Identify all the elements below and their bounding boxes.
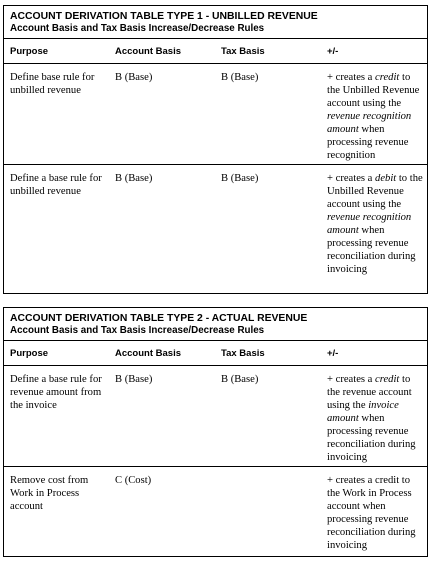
account-derivation-table-type-1 [3,5,428,294]
sign-text: to the Unbilled Revenue account using the [327,72,420,109]
sign-text: to the revenue account using the [327,374,412,411]
cell-sign-description [327,373,425,464]
header-purpose: Purpose [10,46,49,57]
cell-tax-basis: B (Base) [221,173,259,184]
sign-emphasis: credit [375,72,400,83]
table-title: ACCOUNT DERIVATION TABLE TYPE 2 - ACTUAL REVENUE [10,313,308,324]
cell-account-basis: C (Cost) [115,475,152,486]
table-subtitle: Account Basis and Tax Basis Increase/Decrease Rules [10,325,265,336]
sign-emphasis: debit [375,173,397,184]
header-sign: +/- [327,348,339,359]
sign-emphasis: invoice amount [327,400,399,424]
cell-purpose: Remove cost from Work in Process account [10,475,89,512]
cell-tax-basis: B (Base) [221,72,259,83]
cell-tax-basis: B (Base) [221,374,259,385]
header-account-basis: Account Basis [115,46,181,57]
cell-purpose: Define base rule for unbilled revenue [10,72,95,96]
sign-text: to the Unbilled Revenue account using the [327,173,423,210]
cell-sign-description [327,474,425,552]
table-subtitle: Account Basis and Tax Basis Increase/Decrease Rules [10,23,265,34]
table-heading [4,6,427,39]
header-sign: +/- [327,46,339,57]
table-row [4,366,427,467]
sign-text: when processing revenue reconciliation during invoicing [327,413,416,463]
cell-account-basis: B (Base) [115,374,153,385]
header-tax-basis: Tax Basis [221,348,265,359]
cell-account-basis: B (Base) [115,173,153,184]
header-account-basis: Account Basis [115,348,181,359]
sign-text: + creates a [327,173,376,184]
table-header-row [4,39,427,64]
sign-emphasis: revenue recognition amount [327,111,412,135]
sign-emphasis: credit [375,374,400,385]
cell-purpose: Define a base rule for unbilled revenue [10,173,102,197]
header-purpose: Purpose [10,348,49,359]
table-row [4,64,427,165]
sign-text: + creates a [327,374,376,385]
account-derivation-table-type-2 [3,307,428,557]
sign-text: when processing revenue reconciliation during invoicing [327,225,416,275]
sign-text: when processing revenue recognition [327,124,409,161]
cell-sign-description [327,172,425,276]
table-row [4,165,427,290]
table-title: ACCOUNT DERIVATION TABLE TYPE 1 - UNBILLED REVENUE [10,11,318,22]
sign-text: + creates a credit to the Work in Process account when processing revenue reconciliation during invoicing [327,475,416,551]
table-row [4,467,427,565]
header-tax-basis: Tax Basis [221,46,265,57]
sign-text: + creates a [327,72,376,83]
table-header-row [4,341,427,366]
cell-account-basis: B (Base) [115,72,153,83]
cell-purpose: Define a base rule for revenue amount from the invoice [10,374,102,411]
table-heading [4,308,427,341]
cell-sign-description [327,71,425,162]
sign-emphasis: revenue recognition amount [327,212,412,236]
